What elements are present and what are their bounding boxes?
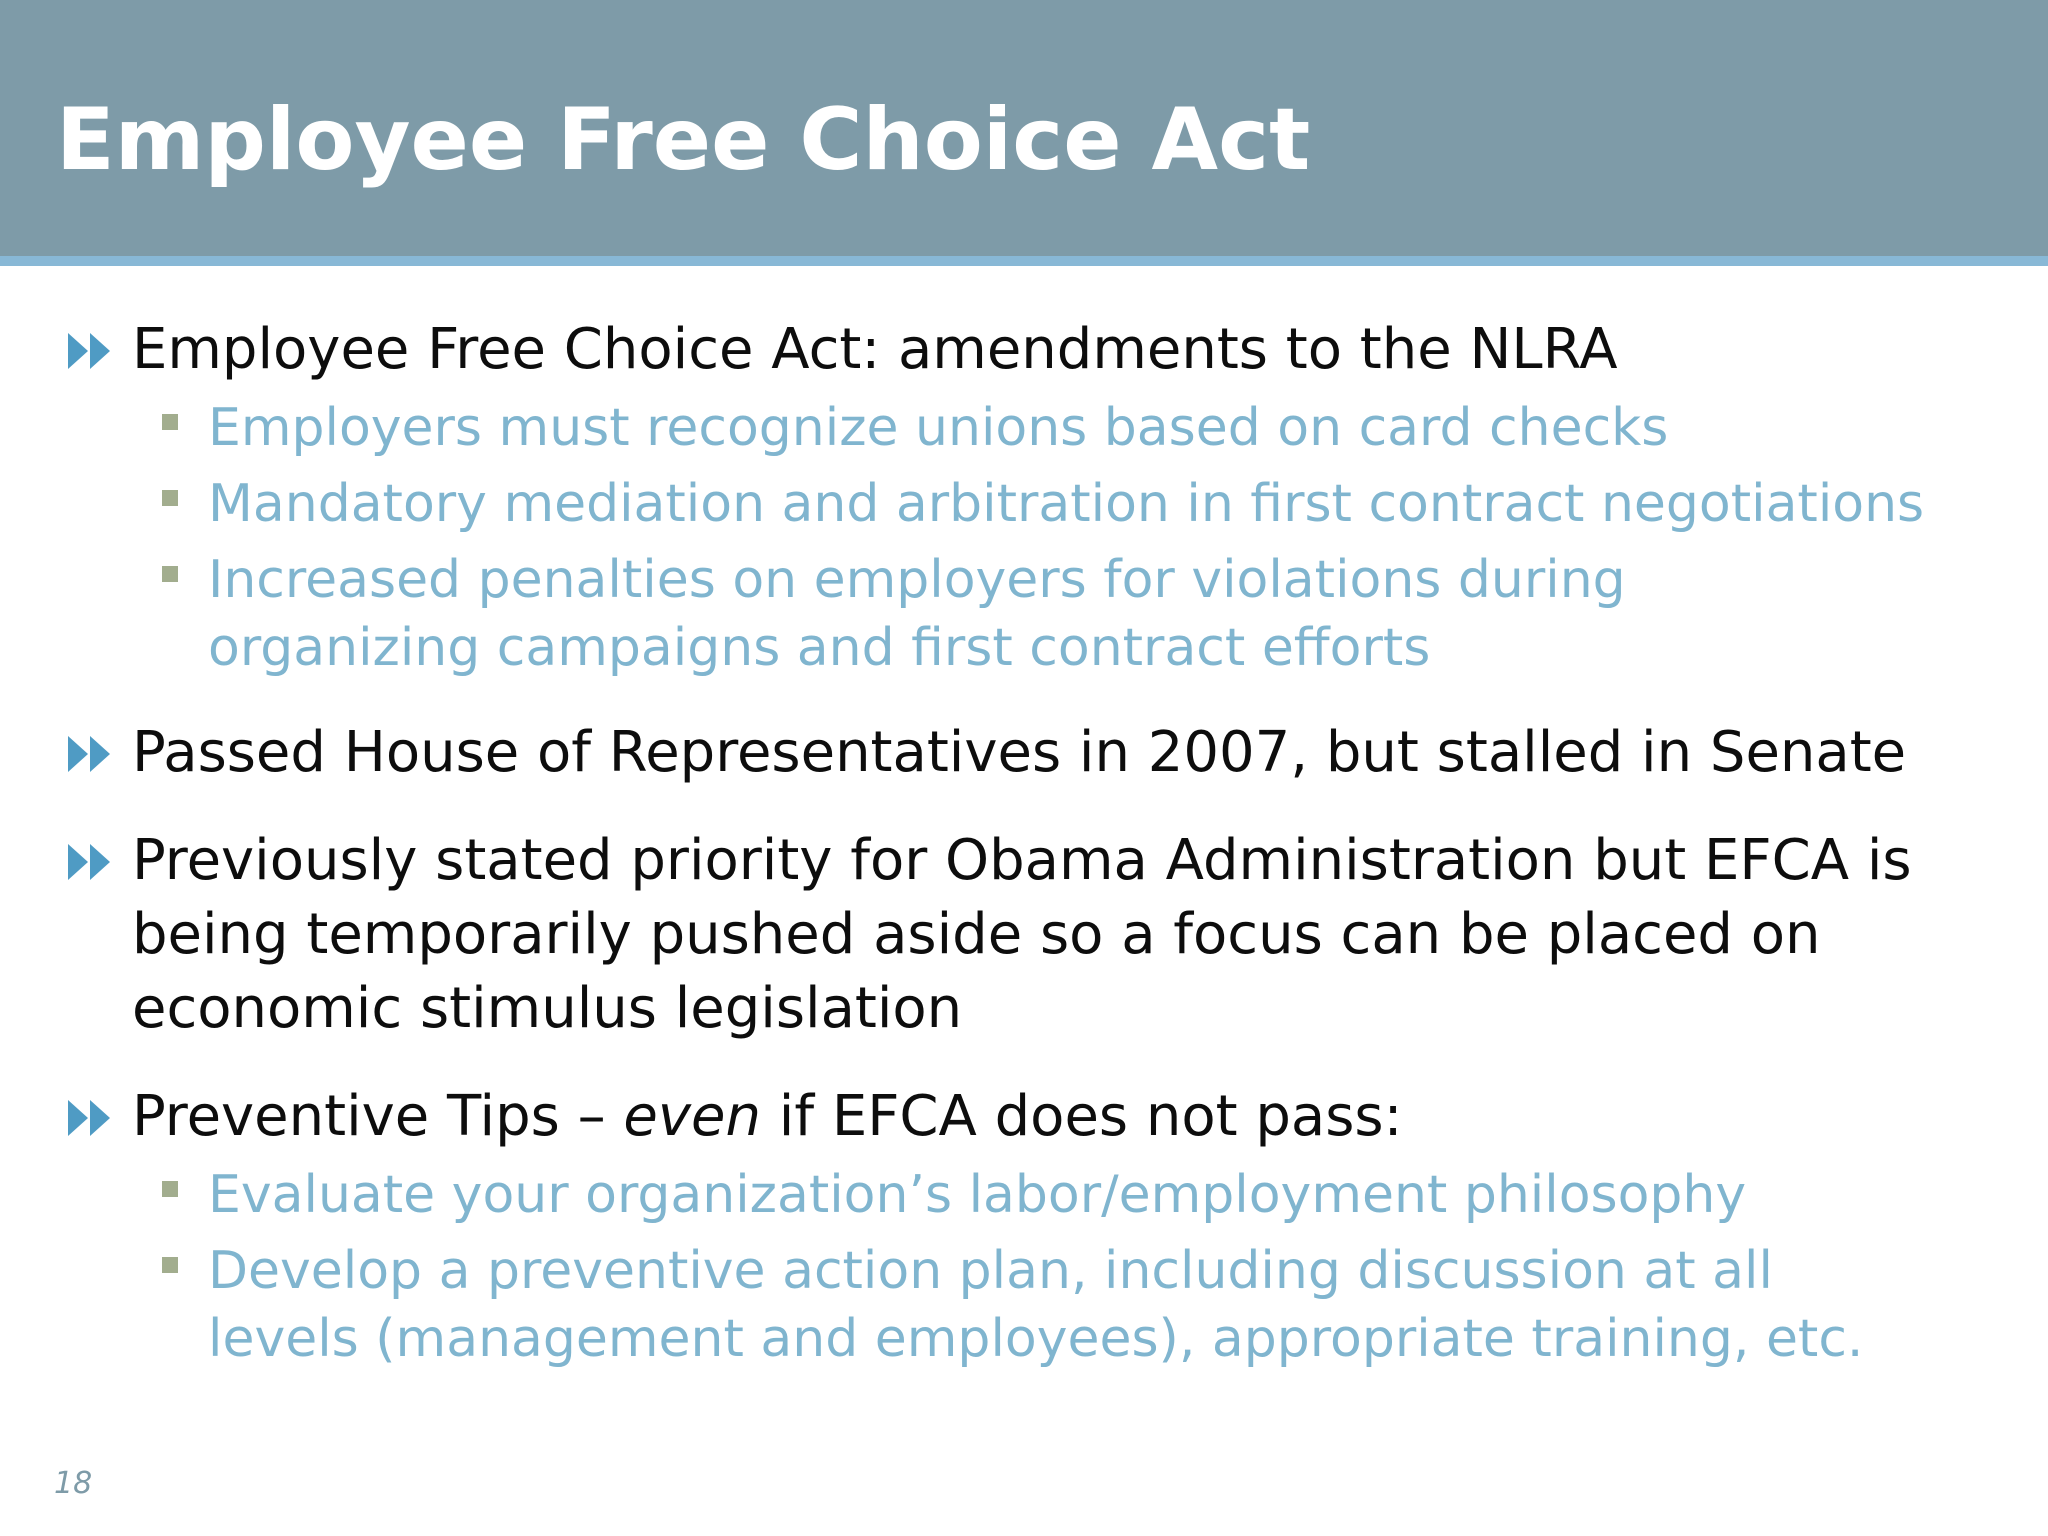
bullet-item (132, 716, 1992, 790)
slide-title: Employee Free Choice Act (56, 90, 1311, 190)
square-bullet-icon (162, 490, 178, 506)
square-bullet-icon (162, 1181, 178, 1197)
double-triangle-icon (66, 734, 116, 774)
sub-bullet-item (208, 546, 1908, 682)
square-bullet-icon (162, 1257, 178, 1273)
bullet-text-after: if EFCA does not pass: (760, 1084, 1403, 1149)
sub-bullet-item (208, 394, 1998, 462)
bullet-text: Previously stated priority for Obama Administration but EFCA is being temporarily pushed aside so a focus can be placed on economic stimulus legislation (132, 828, 1912, 1041)
sub-bullet-text: Evaluate your organization’s labor/employment philosophy (208, 1165, 1747, 1225)
sub-bullet-item (208, 470, 1998, 538)
sub-bullet-text: Increased penalties on employers for violations during organizing campaigns and first contract efforts (208, 550, 1626, 678)
bullet-text-before: Preventive Tips – (132, 1084, 624, 1149)
double-triangle-icon (66, 1098, 116, 1138)
sub-bullet-text: Develop a preventive action plan, including discussion at all levels (management and employees), appropriate training, etc. (208, 1241, 1864, 1369)
page-number: 18 (54, 1466, 93, 1501)
sub-bullet-item (208, 1237, 1928, 1373)
sub-bullet-text: Employers must recognize unions based on card checks (208, 398, 1669, 458)
bullet-text: Employee Free Choice Act: amendments to the NLRA (132, 317, 1618, 382)
sub-bullet-item (208, 1161, 1998, 1229)
bullet-item (132, 313, 1992, 387)
square-bullet-icon (162, 414, 178, 430)
double-triangle-icon (66, 331, 116, 371)
bullet-text: Passed House of Representatives in 2007, but stalled in Senate (132, 720, 1907, 785)
sub-bullet-text: Mandatory mediation and arbitration in first contract negotiations (208, 474, 1925, 534)
bullet-item (132, 1080, 1992, 1154)
bullet-text-emphasis: even (623, 1084, 761, 1149)
bullet-item (132, 824, 1912, 1046)
square-bullet-icon (162, 566, 178, 582)
double-triangle-icon (66, 842, 116, 882)
